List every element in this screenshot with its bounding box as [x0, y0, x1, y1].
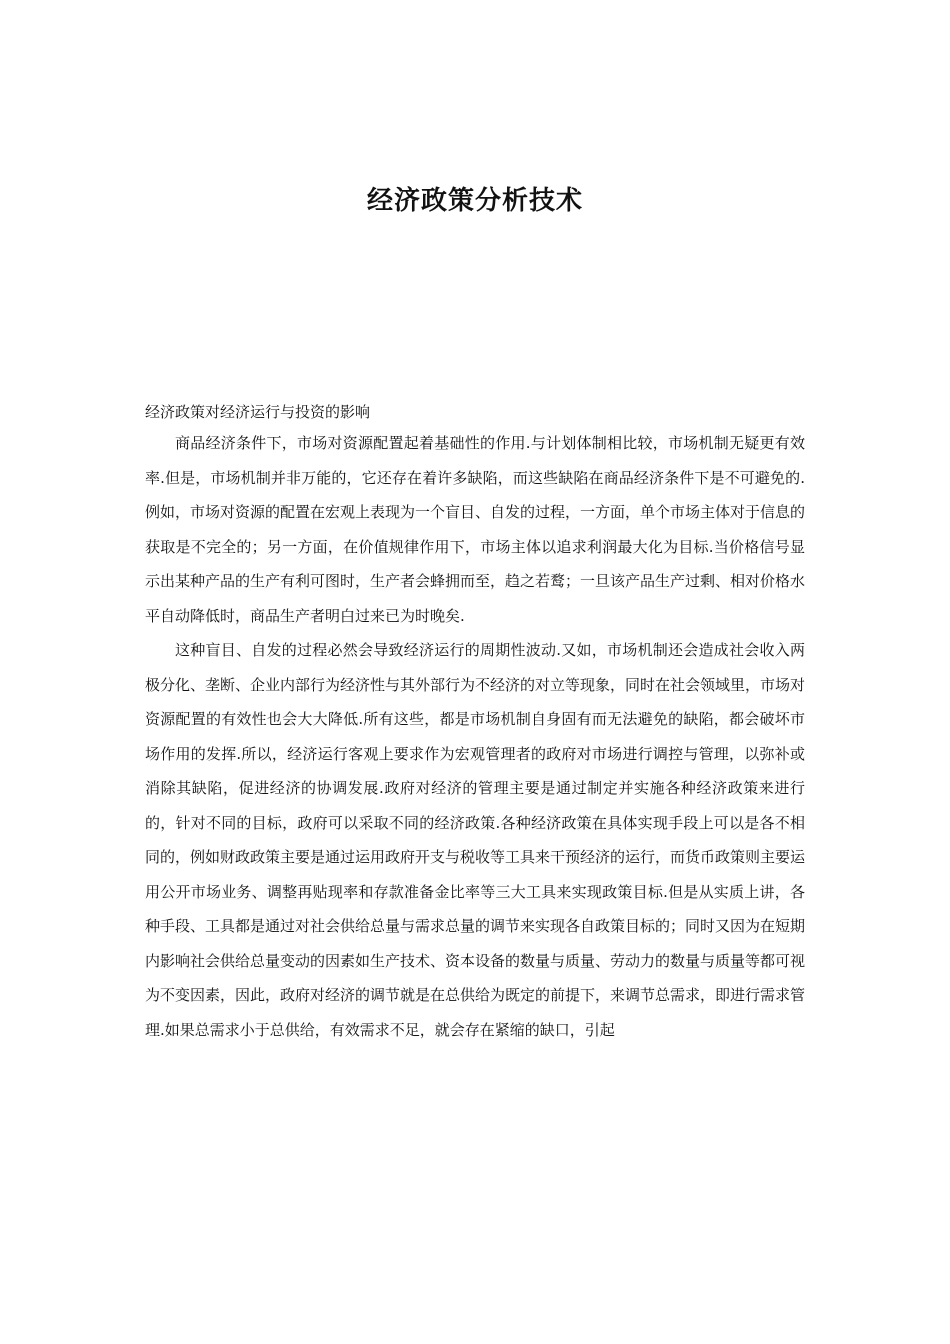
paragraph-1: 商品经济条件下，市场对资源配置起着基础性的作用.与计划体制相比较，市场机制无疑更有效率.但是，市场机制并非万能的，它还存在着许多缺陷，而这些缺陷在商品经济条件下是不可避免的.例如，市场对资源的配置在宏观上表现为一个盲目、自发的过程，一方面，单个市场主体对于信息的获取是不完全的；另一方面，在价值规律作用下，市场主体以追求利润最大化为目标.当价格信号显示出某种产品的生产有利可图时，生产者会蜂拥而至，趋之若鹜；一旦该产品生产过剩、相对价格水平自动降低时，商品生产者明白过来已为时晚矣.	[145, 434, 806, 625]
document-title: 经济政策分析技术	[366, 186, 583, 216]
document-body	[145, 398, 805, 1047]
section-heading: 经济政策对经济运行与投资的影响	[145, 403, 371, 421]
paragraph-2: 这种盲目、自发的过程必然会导致经济运行的周期性波动.又如，市场机制还会造成社会收入两极分化、垄断、企业内部行为经济性与其外部行为不经济的对立等现象，同时在社会领域里，市场对资源配置的有效性也会大大降低.所有这些，都是市场机制自身固有而无法避免的缺陷，都会破坏市场作用的发挥.所以，经济运行客观上要求作为宏观管理者的政府对市场进行调控与管理，以弥补或消除其缺陷，促进经济的协调发展.政府对经济的管理主要是通过制定并实施各种经济政策来进行的，针对不同的目标，政府可以采取不同的经济政策.各种经济政策在具体实现手段上可以是各不相同的，例如财政政策主要是通过运用政府开支与税收等工具来干预经济的运行，而货币政策则主要运用公开市场业务、调整再贴现率和存款准备金比率等三大工具来实现政策目标.但是从实质上讲，各种手段、工具都是通过对社会供给总量与需求总量的调节来实现各自政策目标的；同时又因为在短期内影响社会供给总量变动的因素如生产技术、资本设备的数量与质量、劳动力的数量与质量等都可视为不变因素，因此，政府对经济的调节就是在总供给为既定的前提下，来调节总需求，即进行需求管理.如果总需求小于总供给，有效需求不足，就会存在紧缩的缺口，引起	[145, 641, 806, 1039]
